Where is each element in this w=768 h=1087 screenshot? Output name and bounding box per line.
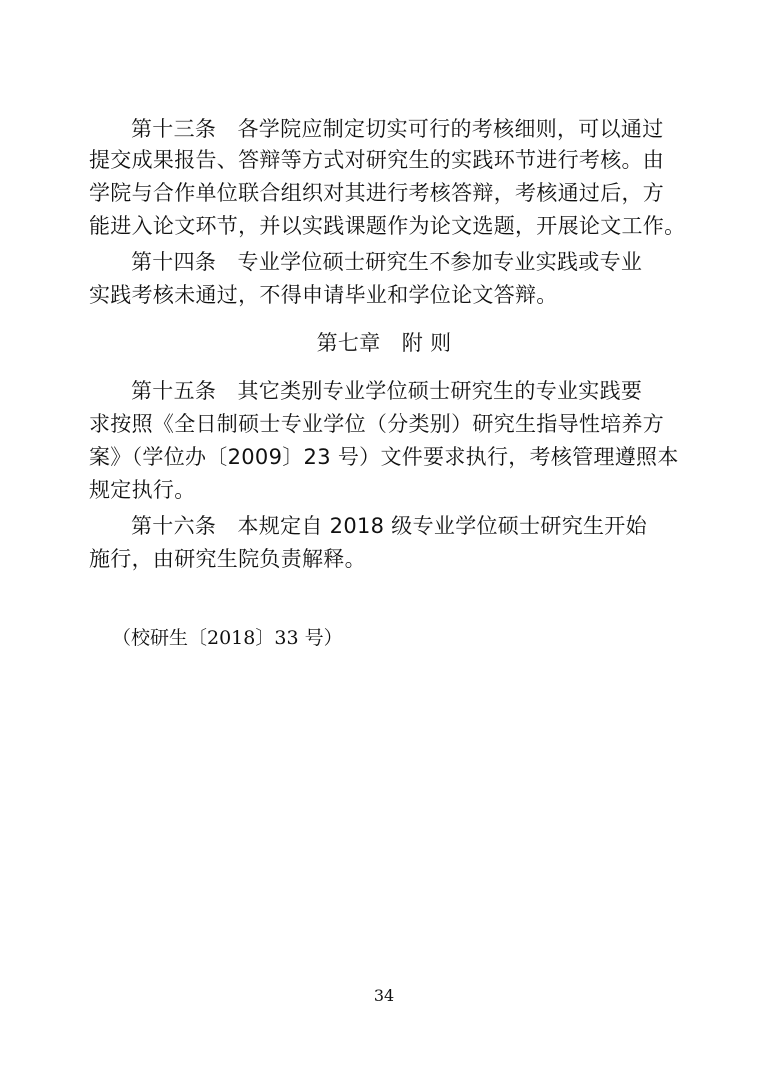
article-16-line-2: 施行，由研究生院负责解释。 [89,547,366,571]
article-13-line-2: 提交成果报告、答辩等方式对研究生的实践环节进行考核。由 [89,148,665,172]
article-13-line-3: 学院与合作单位联合组织对其进行考核答辩，考核通过后，方 [89,181,665,205]
article-15-line-2: 求按照《全日制硕士专业学位（分类别）研究生指导性培养方 [89,412,665,436]
article-16-line-1: 第十六条 本规定自 2018 级专业学位硕士研究生开始 [131,514,647,538]
article-13-line-4: 能进入论文环节，并以实践课题作为论文选题，开展论文工作。 [89,214,686,238]
article-14-line-2: 实践考核未通过，不得申请毕业和学位论文答辩。 [89,283,558,307]
article-15-line-4: 规定执行。 [89,478,196,502]
article-15-line-3: 案》（学位办〔2009〕23 号）文件要求执行，考核管理遵照本 [89,445,679,469]
document-source-reference: （校研生〔2018〕33 号） [112,627,343,649]
article-14-line-1: 第十四条 专业学位硕士研究生不参加专业实践或专业 [131,250,643,274]
article-13-line-1: 第十三条 各学院应制定切实可行的考核细则，可以通过 [131,117,664,141]
article-15-line-1: 第十五条 其它类别专业学位硕士研究生的专业实践要 [131,379,643,403]
page-number: 34 [373,986,395,1005]
chapter-heading: 第七章 附 则 [316,331,452,355]
